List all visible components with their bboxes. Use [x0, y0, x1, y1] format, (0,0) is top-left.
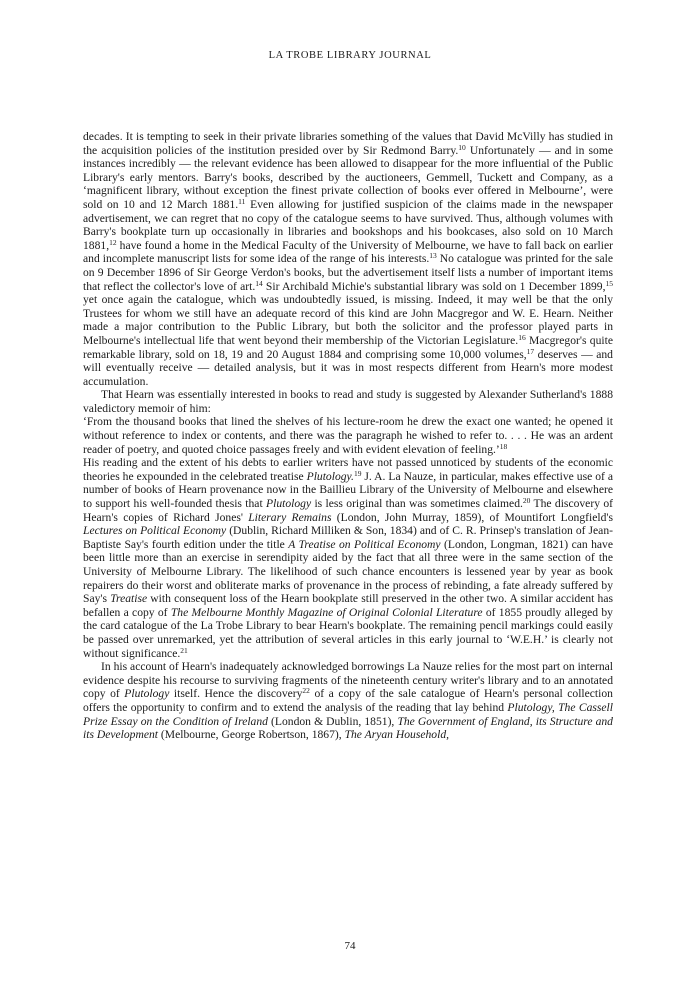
footnote-ref: 13	[429, 251, 437, 261]
italic-title: A Treatise on Political Economy	[288, 537, 441, 551]
text-run: itself. Hence the discovery	[169, 687, 303, 701]
text-run: with consequent loss of the Hearn bookplate still preserved in the other two. A similar accident has befallen a copy of	[83, 592, 614, 619]
text-run: The discovery of Hearn's copies of Richard Jones'	[83, 497, 613, 524]
text-run: deserves — and will eventually receive — detailed analysis, but it was in most respects different from Hearn's more modest accumulation.	[83, 347, 613, 388]
page-number: 74	[344, 940, 356, 952]
footnote-ref: 12	[109, 237, 117, 247]
italic-title: Plutology	[124, 687, 170, 701]
text-run: His reading and the extent of his debts to earlier writers have not passed unnoticed by students of the economic theories he expounded in the celebrated treatise	[83, 456, 613, 483]
paragraph	[83, 456, 613, 660]
text-run: Unfortunately — and in some instances incredibly — the relevant evidence has been allowed to disappear for the more influential of the Public Library's early mentors. Barry's books, described by the auctioneers, Gemmell, Tuckett and Company, as a ‘magnificent library, without exception the finest private collection of books ever offered in Melbourne’, were sold on 10 and 12 March 1881.	[83, 143, 613, 211]
text-run: have found a home in the Medical Faculty of the University of Melbourne, we have to fall back on earlier and incomplete manuscript lists for some idea of the range of his interests.	[83, 238, 613, 266]
italic-title: The Melbourne Monthly Magazine of Original Colonial Literature	[170, 605, 483, 619]
footnote-ref: 18	[499, 441, 508, 451]
footnote-ref: 19	[353, 468, 362, 478]
footnote-ref: 16	[518, 332, 526, 342]
text-run: (London, Longman, 1821) can have been little more than an exercise in serendipity aided by the fact that all three were in the same section of the University of Melbourne Library. The likelihood of such chance encounters is lessened year by year as book repairers do their worst and obliterate marks of provenance in the process of rebinding, a fate already suffered by Say's	[83, 537, 614, 606]
text-run: yet once again the catalogue, which was undoubtedly issued, is missing. Indeed, it may well be that the only Trustees for whom we still have an adequate record of this kind are John Macgregor and W. E. Hearn. Neither made a major contribution to the Public Library, but both the solicitor and the professor played parts in Melbourne's intellectual life that went beyond their membership of the Victorian Legislature.	[83, 293, 613, 347]
text-run: Macgregor's quite remarkable library, sold on 18, 19 and 20 August 1884 and comprising some 10,000 volumes,	[83, 333, 613, 361]
text-run: Even allowing for justified suspicion of the claims made in the newspaper advertisement, we can regret that no copy of the catalogue seems to have survived. Thus, although volumes with Barry's bookplate turn up occasionally in libraries and bookshops and his bookcases, also sold on 10 March 1881,	[83, 197, 613, 252]
text-run: That Hearn was essentially interested in books to read and study is suggested by Alexander Sutherland's 1888 valedictory memoir of him:	[83, 388, 613, 415]
text-run: (Melbourne, George Robertson, 1867),	[158, 728, 345, 742]
text-run: J. A. La Nauze, in particular, makes effective use of a number of books of Hearn provenance now in the Baillieu Library of the University of Melbourne and elsewhere to support his well-founded thesis that	[83, 469, 613, 511]
text-run: of 1855 proudly alleged by the card catalogue of the La Trobe Library to bear Hearn's bookplate. The remaining pencil markings could easily be passed over unremarked, yet the attribution of several articles in this early journal to ‘W.E.H.’ is clearly not without significance.	[83, 605, 613, 660]
italic-title: Plutology, The Cassell Prize Essay on the Condition of Ireland	[83, 700, 613, 728]
text-run: In his account of Hearn's inadequately acknowledged borrowings La Nauze relies for the most part on internal evidence despite his recourse to surviving fragments of the nineteenth century writer's library and to an annotated copy of	[83, 660, 613, 701]
text-run: No catalogue was printed for the sale on 9 December 1896 of Sir George Verdon's books, but the advertisement itself lists a number of important items that reflect the collector's love of art.	[83, 252, 614, 293]
footnote-ref: 15	[605, 278, 613, 288]
footnote-ref: 10	[458, 142, 466, 152]
italic-title: Treatise	[110, 592, 148, 606]
footnote-ref: 21	[180, 645, 188, 655]
italic-title: The Government of England, its Structure and its Development	[83, 714, 613, 742]
italic-title: Plutology	[266, 497, 312, 511]
text-run: Sir Archibald Michie's substantial library was sold on 1 December 1899,	[262, 279, 606, 293]
footnote-ref: 22	[302, 686, 310, 696]
footnote-ref: 11	[238, 196, 246, 206]
text-run: decades. It is tempting to seek in their private libraries something of the values that David McVilly has studied in the acquisition policies of the institution presided over by Sir Redmond Barry.	[83, 130, 613, 157]
italic-title: Literary Remains	[248, 510, 332, 524]
footnote-ref: 17	[526, 346, 535, 356]
italic-title: Lectures on Political Economy	[83, 524, 227, 538]
paragraph	[83, 130, 613, 388]
running-head: LA TROBE LIBRARY JOURNAL	[268, 50, 432, 61]
text-run: (Dublin, Richard Milliken & Son, 1834) and of C. R. Prinsep's translation of Jean-Baptiste Say's fourth edition under the title	[83, 524, 613, 551]
text-run: (London, John Murray, 1859), of Mountifort Longfield's	[331, 510, 613, 524]
italic-title: Plutology.	[306, 469, 354, 483]
paragraph	[83, 660, 613, 742]
footnote-ref: 14	[255, 278, 263, 288]
footnote-ref: 20	[522, 496, 531, 506]
block-quote	[83, 415, 613, 456]
text-run: (London & Dublin, 1851),	[267, 714, 398, 728]
article-body	[83, 130, 613, 742]
italic-title: The Aryan Household,	[344, 728, 450, 742]
text-run: is less original than was sometimes claimed.	[311, 497, 523, 511]
text-run: of a copy of the sale catalogue of Hearn's personal collection offers the opportunity to confirm and to extend the analysis of the reading that lay behind	[83, 687, 613, 714]
text-run: ‘From the thousand books that lined the shelves of his lecture-room he drew the exact one wanted; he opened it without reference to index or contents, and there was the paragraph he wished to refer to. . . . He was an ardent reader of poetry, and quoted choice passages freely and with evident elevation of feeling.’	[83, 415, 613, 456]
paragraph	[83, 388, 613, 415]
